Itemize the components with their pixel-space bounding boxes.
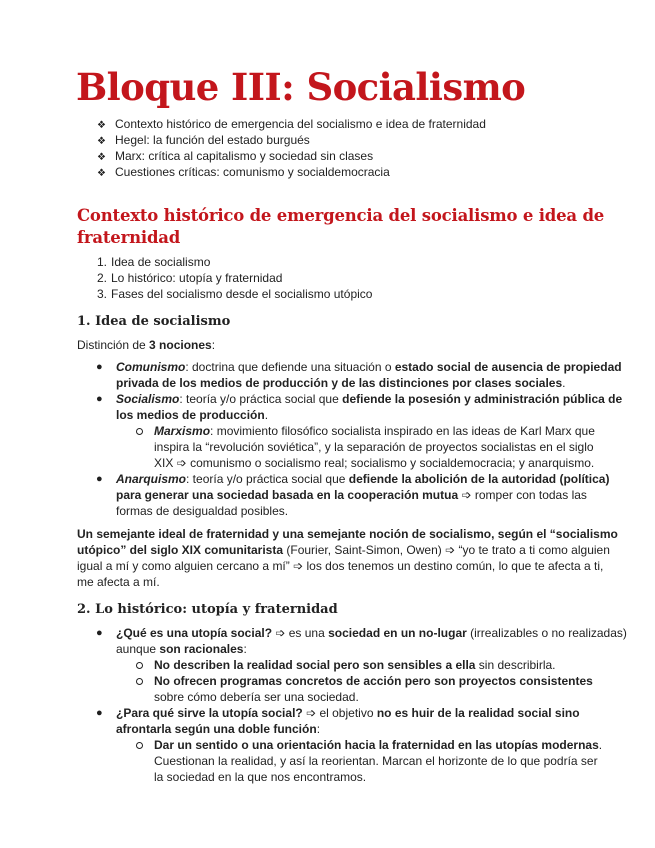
bullet-icon: ●	[96, 707, 103, 719]
list-item: No describen la realidad social pero son sensibles a ella sin describirla.	[154, 658, 556, 672]
list-item: ¿Qué es una utopía social? ➩ es una sociedad en un no-lugar (irrealizables o no realizadas)	[116, 626, 627, 640]
list-item-cont: privada de los medios de producción y de las distinciones por clases sociales.	[116, 376, 566, 390]
diamond-bullet-icon: ❖	[97, 120, 106, 131]
list-item-cont: inspira la “revolución soviética”, y la separación de proyectos socialistas en el siglo	[154, 440, 594, 454]
circle-bullet-icon	[136, 742, 143, 749]
diamond-bullet-icon: ❖	[97, 152, 106, 163]
bullet-icon: ●	[96, 361, 103, 373]
toc-item: ❖ Contexto histórico de emergencia del socialismo e idea de fraternidad	[97, 116, 486, 134]
circle-bullet-icon	[136, 428, 143, 435]
subsection-heading: 1. Idea de socialismo	[77, 314, 231, 329]
list-item: Marxismo: movimiento filosófico socialista inspirado en las ideas de Karl Marx que	[154, 424, 595, 438]
list-item-cont: los medios de producción.	[116, 408, 269, 422]
list-item-cont: sobre cómo debería ser una sociedad.	[154, 690, 359, 704]
diamond-bullet-icon: ❖	[97, 168, 106, 179]
paragraph-cont: me afecta a mí.	[77, 575, 160, 589]
list-item: 1. Idea de socialismo	[97, 255, 211, 269]
page-title: Bloque III: Socialismo	[76, 65, 526, 109]
list-item: No ofrecen programas concretos de acción pero son proyectos consistentes	[154, 674, 593, 688]
bullet-icon: ●	[96, 627, 103, 639]
circle-bullet-icon	[136, 662, 143, 669]
list-item: Socialismo: teoría y/o práctica social que defiende la posesión y administración pública de	[116, 392, 623, 406]
toc-item: ❖ Marx: crítica al capitalismo y sociedad sin clases	[97, 148, 373, 166]
list-item: 2. Lo histórico: utopía y fraternidad	[97, 271, 283, 285]
list-item-cont: Cuestionan la realidad, y así la reorientan. Marcan el horizonte de lo que podría ser	[154, 754, 598, 768]
diamond-bullet-icon: ❖	[97, 136, 106, 147]
list-item-cont: XIX ➩ comunismo o socialismo real; socialismo y socialdemocracia; y anarquismo.	[154, 456, 595, 470]
circle-bullet-icon	[136, 678, 143, 685]
bullet-icon: ●	[96, 473, 103, 485]
list-item: 3. Fases del socialismo desde el socialismo utópico	[97, 287, 373, 301]
toc-item: ❖ Cuestiones críticas: comunismo y socialdemocracia	[97, 164, 390, 182]
toc-item: ❖ Hegel: la función del estado burgués	[97, 132, 310, 150]
paragraph-cont: igual a mí y como alguien cercano a mí” ➩ los dos tenemos un destino común, lo que te afecta a ti,	[77, 559, 604, 573]
paragraph: Un semejante ideal de fraternidad y una semejante noción de socialismo, según el “socialismo	[77, 527, 618, 541]
list-item-cont: para generar una sociedad basada en la cooperación mutua ➩ romper con todas las	[116, 488, 587, 502]
list-item-cont: formas de desigualdad posibles.	[116, 504, 289, 518]
list-item: Anarquismo: teoría y/o práctica social que defiende la abolición de la autoridad (política)	[116, 472, 610, 486]
paragraph: Distinción de 3 nociones:	[77, 338, 216, 352]
bullet-icon: ●	[96, 393, 103, 405]
section-heading: Contexto histórico de emergencia del socialismo e idea de	[77, 206, 605, 225]
list-item-cont: la sociedad en la que nos encontramos.	[154, 770, 367, 784]
list-item: Comunismo: doctrina que defiende una situación o estado social de ausencia de propiedad	[116, 360, 622, 374]
list-item-cont: afrontarla según una doble función:	[116, 722, 321, 736]
subsection-heading: 2. Lo histórico: utopía y fraternidad	[77, 602, 338, 617]
list-item: ¿Para qué sirve la utopía social? ➩ el objetivo no es huir de la realidad social sino	[116, 706, 580, 720]
list-item-cont: aunque son racionales:	[116, 642, 247, 656]
list-item: Dar un sentido o una orientación hacia la fraternidad en las utopías modernas.	[154, 738, 603, 752]
section-heading-cont: fraternidad	[77, 228, 181, 247]
paragraph-cont: utópico” del siglo XIX comunitarista (Fourier, Saint-Simon, Owen) ➩ “yo te trato a ti como alguien	[77, 543, 610, 557]
